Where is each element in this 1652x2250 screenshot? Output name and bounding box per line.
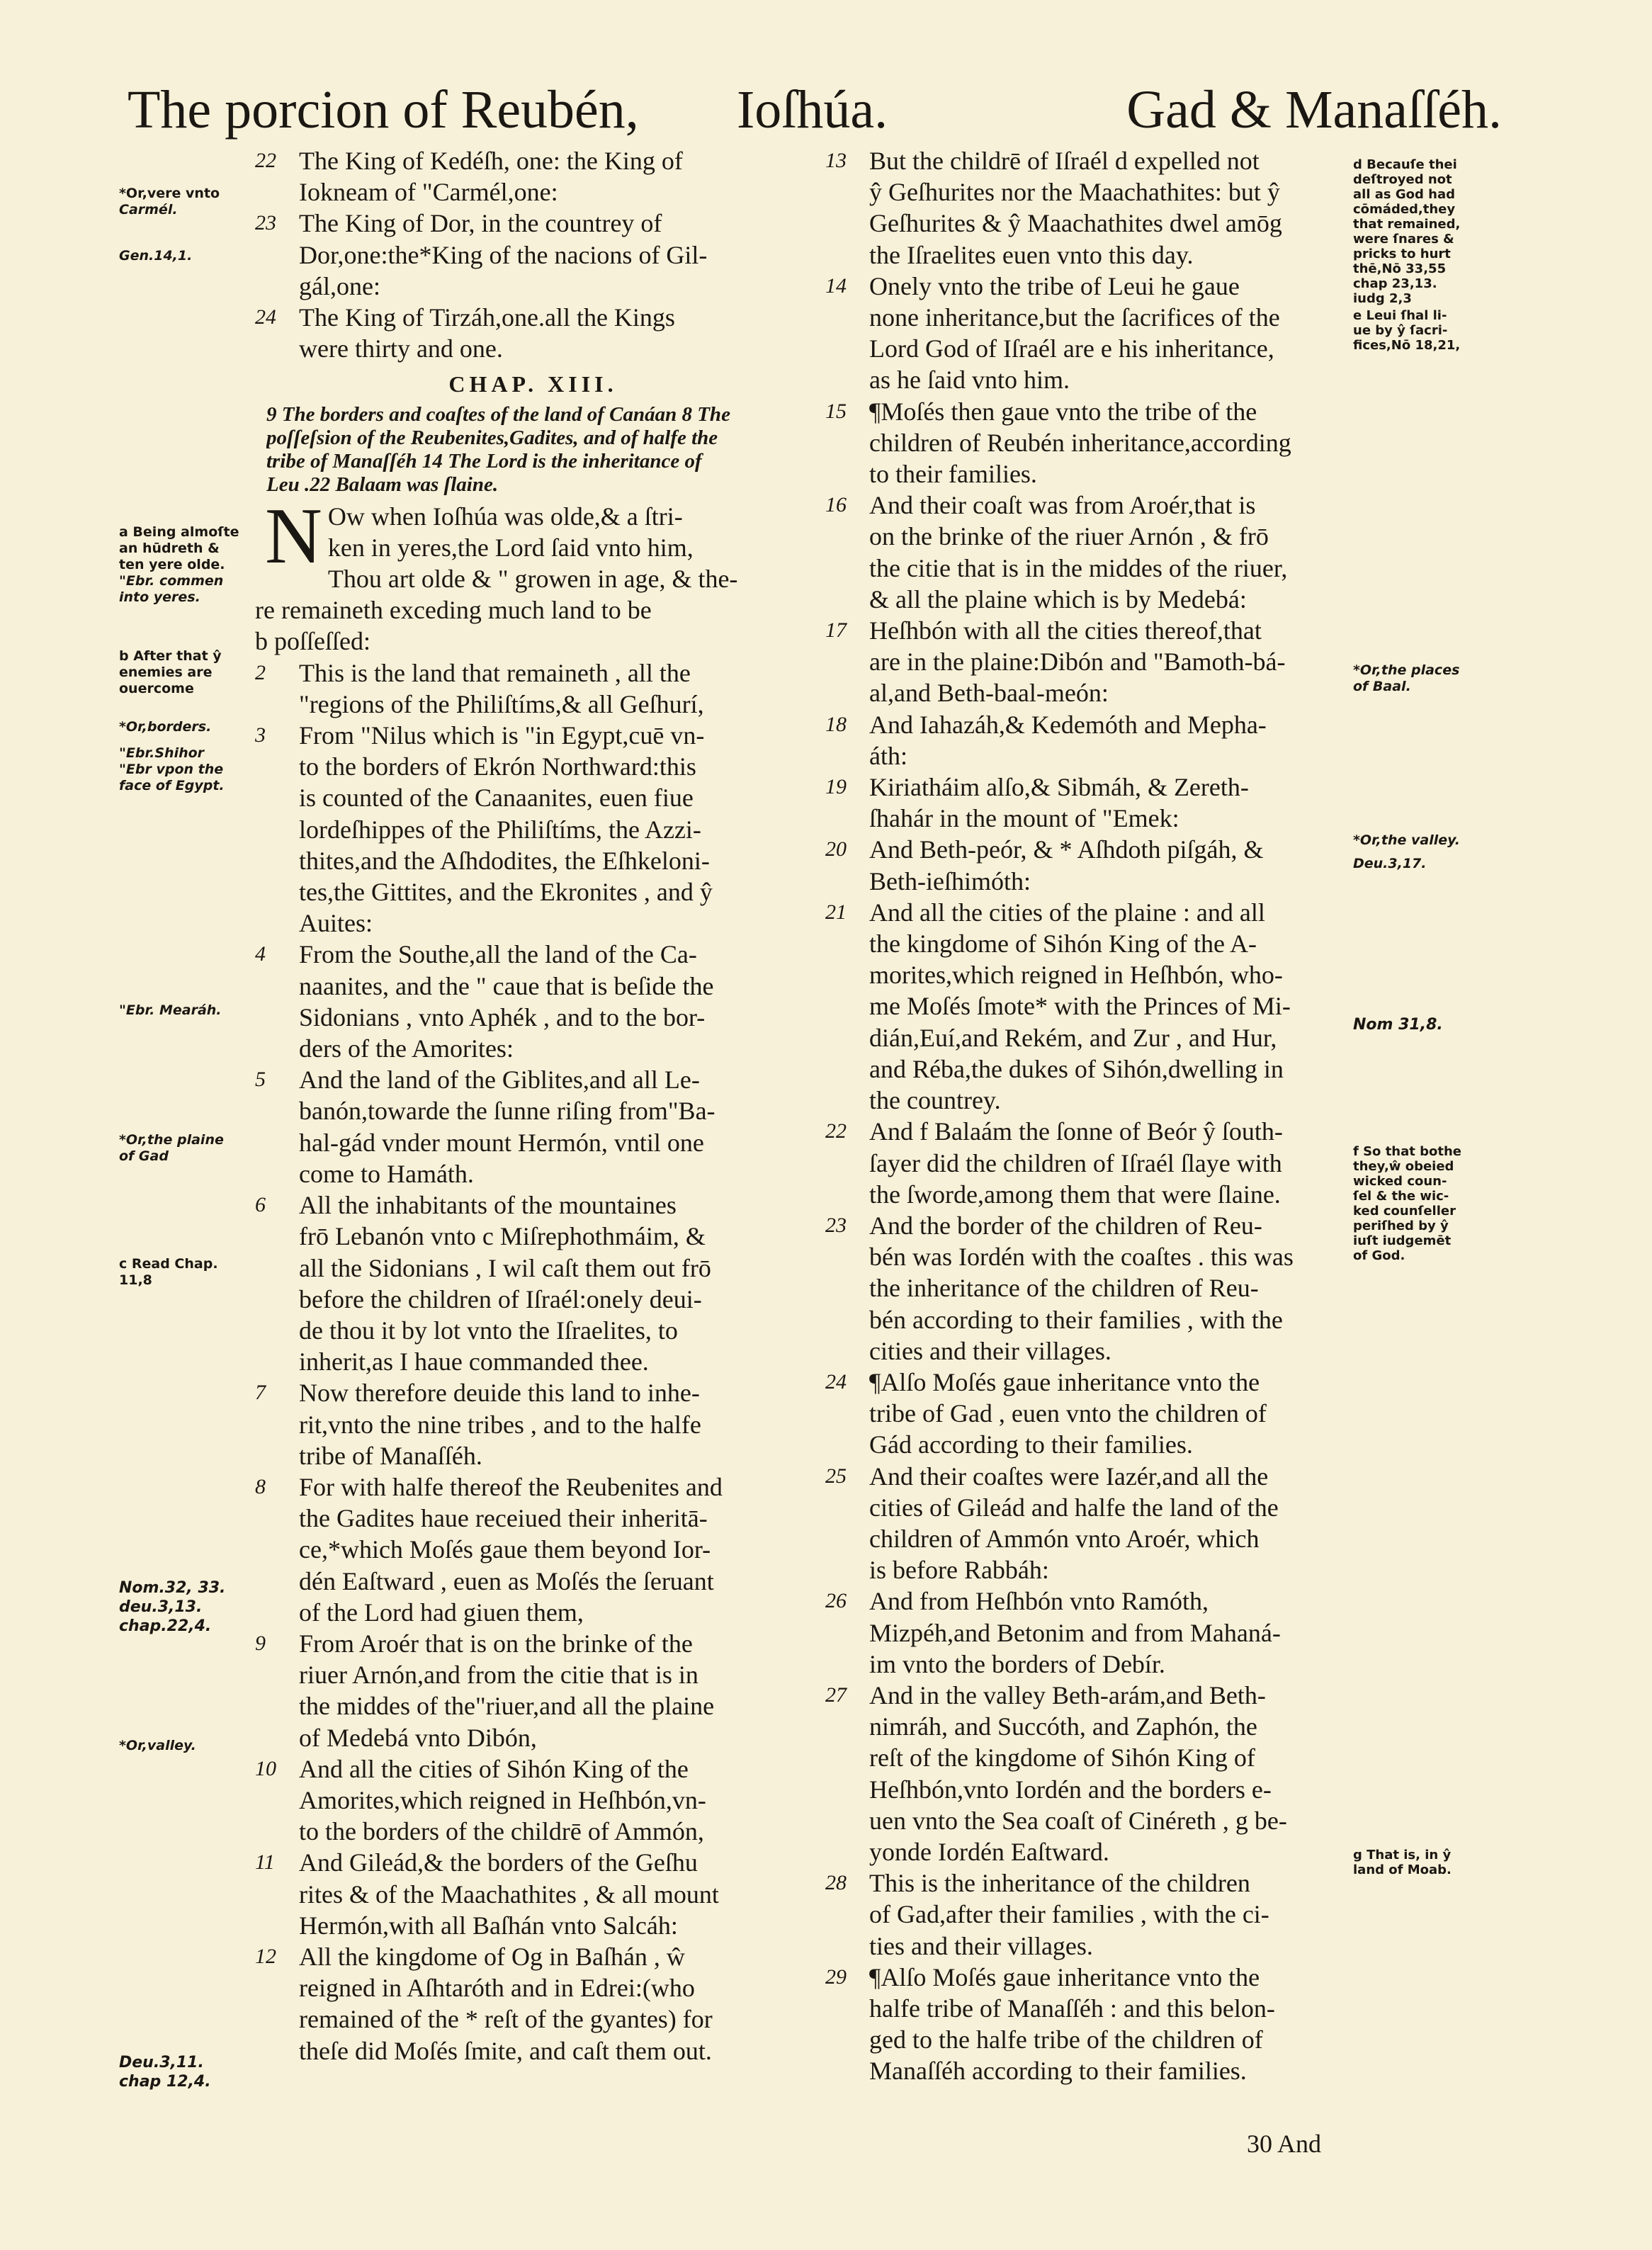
verse (255, 1471, 811, 1628)
verse-line: is counted of the Canaanites, euen fiue (299, 784, 694, 813)
verse-number: 16 (825, 493, 847, 517)
verse-line: children of Ammón vnto Aroér, which (869, 1524, 1260, 1553)
verse-line: And Beth-peór, & * Aſhdoth piſgáh, & (869, 835, 1264, 864)
verse-line: But the childrē of Iſraél d expelled not (869, 147, 1260, 175)
verse (825, 771, 1371, 834)
verse-line: theſe did Moſés ſmite, and caſt them out. (299, 2036, 712, 2065)
verse (255, 1064, 811, 1189)
verse-line: cities and their villages. (869, 1336, 1111, 1365)
verse (825, 490, 1371, 615)
verse (825, 897, 1371, 1116)
verse-line: were thirty and one. (299, 334, 503, 363)
verse (825, 615, 1371, 709)
margin-note-left: Gen.14,1. (119, 248, 193, 264)
margin-note-left: Deu.3,11. chap 12,4. (119, 2054, 211, 2091)
verse-line: children of Reubén inheritance,according (869, 428, 1291, 457)
verse-line: cities of Gileád and halfe the land of the (869, 1493, 1279, 1522)
verse-number: 25 (825, 1464, 847, 1488)
verse-line: ged to the halfe tribe of the children of (869, 2025, 1263, 2054)
verse-group (255, 657, 811, 2067)
verse-line: Onely vnto the tribe of Leui he gaue (869, 271, 1240, 300)
verse-line: And f Balaám the ſonne of Beór ŷ ſouth- (869, 1117, 1283, 1146)
verse (255, 302, 811, 364)
verse (825, 1116, 1371, 1210)
verse-line: dián,Euí,and Rekém, and Zur , and Hur, (869, 1023, 1277, 1052)
verse-line: uen vnto the Sea coaſt of Cinéreth , g be- (869, 1806, 1287, 1835)
verse (255, 145, 811, 208)
margin-note-right: g That is, in ŷ land of Moab. (1353, 1848, 1452, 1877)
verse-number: 22 (825, 1119, 847, 1143)
verse-line: hal-gád vnder mount Hermón, vntil one (299, 1128, 704, 1157)
verse-line: morites,which reigned in Heſhbón, who- (869, 961, 1283, 990)
verse-line: Now therefore deuide this land to inhe- (299, 1379, 700, 1408)
verse-line: al,and Beth-baal-meón: (869, 679, 1109, 708)
verse-line: bén according to their families , with the (869, 1305, 1283, 1334)
verse-line: frō Lebanón vnto c Miſrephothmáim, & (299, 1222, 706, 1251)
verse-number: 29 (825, 1964, 847, 1989)
verse-number: 24 (825, 1369, 847, 1393)
verse-line: Dor,one:the*King of the nacions of Gil- (299, 240, 708, 269)
verse-number: 19 (825, 775, 847, 799)
margin-note-right: d Becauſe thei deſtroyed not all as God had cōmáded,they that remained, were ſnares & pricks to hurt thē,Nō 33,55 chap 23,13. iudg 2,3 (1353, 157, 1461, 306)
verse-number: 10 (255, 1756, 276, 1780)
verse-line: Sidonians , vnto Aphék , and to the bor- (299, 1002, 706, 1031)
verse-line: ¶Alſo Moſés gaue inheritance vnto the (869, 1367, 1260, 1396)
verse-line: remained of the * reſt of the gyantes) for (299, 2005, 713, 2034)
verse (255, 657, 811, 720)
verse-line: This is the inheritance of the children (869, 1869, 1250, 1898)
verse-line: the citie that is in the middes of the riuer, (869, 553, 1288, 582)
verse-line: rites & of the Maachathites , & all mount (299, 1879, 719, 1909)
verse (825, 834, 1371, 896)
verse-line: riuer Arnón,and from the citie that is in (299, 1661, 698, 1690)
verse-line: Heſhbón,vnto Iordén and the borders e- (869, 1775, 1272, 1804)
verse-line: Geſhurites & ŷ Maachathites dwel amōg (869, 209, 1282, 238)
drop-capital: N (265, 492, 322, 580)
chapter-summary: 9 The borders and coaſtes of the land of Canáan 8 The poſſeſsion of the Reubenites,Gadites, and of halfe the tribe of Manaſſéh 14 The Lord is the inheritance of Leu .22 Balaam was ſlaine. (266, 402, 730, 496)
header-book-title: Ioſhúa. (737, 80, 888, 140)
verse-number: 3 (255, 723, 266, 747)
margin-note-left: Nom.32, 33. deu.3,13. chap.22,4. (119, 1579, 226, 1635)
verse-line: Heſhbón with all the cities thereof,that (869, 616, 1262, 645)
verse (825, 1867, 1371, 1962)
left-text-column (255, 145, 811, 2067)
verse-line: And from Heſhbón vnto Ramóth, (869, 1587, 1209, 1616)
verse-line: And all the cities of Sihón King of the (299, 1754, 689, 1783)
verse-line: Auites: (299, 909, 373, 938)
verse-number: 17 (825, 618, 847, 643)
verse-line: From the Southe,all the land of the Ca- (299, 940, 697, 969)
verse (825, 1461, 1371, 1586)
verse (255, 208, 811, 302)
chapter-heading: CHAP. XIII. (448, 371, 618, 397)
verse (255, 1189, 811, 1377)
verse-line: of the Lord had giuen them, (299, 1598, 584, 1627)
verse (255, 1847, 811, 1941)
verse-line: inherit,as I haue commanded thee. (299, 1347, 649, 1376)
verse-line: tribe of Manaſſéh. (299, 1441, 482, 1470)
verse-line: This is the land that remaineth , all the (299, 658, 691, 687)
verse (825, 145, 1371, 271)
verse-line: ¶Alſo Moſés gaue inheritance vnto the (869, 1962, 1260, 1991)
verse-line: halfe tribe of Manaſſéh : and this belon- (869, 1994, 1275, 2023)
verse-line: on the brinke of the riuer Arnón , & frō (869, 522, 1269, 551)
verse-number: 13 (825, 149, 847, 172)
margin-note-right: f So that bothe they,ŵ obeied wicked coun- ſel & the wic- ked counſeller periſhed by ŷ iuſt iudgemēt of God. (1353, 1144, 1462, 1263)
margin-note-left: *Or,valley. (119, 1738, 196, 1753)
verse-line: And in the valley Beth-arám,and Beth- (869, 1680, 1266, 1709)
verse-line: And the border of the children of Reu- (869, 1211, 1262, 1240)
verse-line: im vnto the borders of Debír. (869, 1649, 1165, 1678)
verse (255, 1628, 811, 1753)
verse-line: are in the plaine:Dibón and "Bamoth-bá- (869, 648, 1286, 677)
verse-number: 9 (255, 1631, 266, 1655)
verse-line: reſt of the kingdome of Sihón King of (869, 1743, 1255, 1773)
verse-number: 4 (255, 942, 266, 966)
verse-line: Beth-ieſhimóth: (869, 866, 1031, 895)
verse-line: Manaſſéh according to their families. (869, 2057, 1247, 2086)
verse (825, 1962, 1371, 2087)
verse-line: For with halfe thereof the Reubenites and (299, 1472, 723, 1501)
right-text-column (825, 145, 1371, 2087)
verse-line: de thou it by lot vnto the Iſraelites, to (299, 1316, 678, 1345)
verse-line: tes,the Gittites, and the Ekronites , and ŷ (299, 878, 713, 907)
verse-line: the inheritance of the children of Reu- (869, 1274, 1259, 1303)
verse-line: Gád according to their families. (869, 1430, 1193, 1459)
verse-number: 7 (255, 1381, 266, 1405)
verse (255, 720, 811, 939)
verse-line: ders of the Amorites: (299, 1034, 514, 1063)
verse-line: to their families. (869, 460, 1037, 489)
verse (825, 1210, 1371, 1367)
verse-number: 6 (255, 1193, 266, 1217)
verse-line: And Gileád,& the borders of the Geſhu (299, 1848, 698, 1877)
verse-line: Hermón,with all Baſhán vnto Salcáh: (299, 1911, 678, 1940)
verse-number: 5 (255, 1068, 266, 1092)
margin-note-left: *Or,vere vnto Carmél. (119, 186, 220, 217)
margin-note-left: c Read Chap. 11,8 (119, 1256, 218, 1288)
verse-line: Amorites,which reigned in Heſhbón,vn- (299, 1785, 706, 1814)
verse-line: The King of Tirzáh,one.all the Kings (299, 303, 675, 332)
verse (825, 1367, 1371, 1461)
verse-line: From Aroér that is on the brinke of the (299, 1629, 693, 1658)
verse-line: Kiriatháim alſo,& Sibmáh, & Zereth- (869, 773, 1249, 802)
verse-line: me Moſés ſmote* with the Princes of Mi- (869, 992, 1291, 1021)
verse-line: "regions of the Philiſtíms,& all Geſhurí, (299, 689, 704, 718)
verse-line: yonde Iordén Eaſtward. (869, 1837, 1109, 1866)
verse-number: 24 (255, 305, 276, 329)
verse-line: ſhahár in the mount of "Emek: (869, 804, 1179, 833)
verse (255, 939, 811, 1064)
verse-line: Iokneam of "Carmél,one: (299, 178, 558, 207)
verse-number: 23 (825, 1213, 847, 1237)
verse (825, 1585, 1371, 1680)
verse-number: 18 (825, 712, 847, 736)
verse (825, 396, 1371, 490)
verse-line: Mizpéh,and Betonim and from Mahaná- (869, 1618, 1281, 1647)
verse-line: ce,*which Moſés gaue them beyond Ior- (299, 1535, 711, 1564)
verse-line: the kingdome of Sihón King of the A- (869, 929, 1257, 959)
verse-line: rit,vnto the nine tribes , and to the halfe (299, 1410, 701, 1439)
verse-line: the countrey. (869, 1086, 1001, 1115)
verse-group (255, 145, 811, 364)
verse-line: to the borders of Ekrón Northward:this (299, 752, 696, 781)
verse-line: reigned in Aſhtaróth and in Edrei:(who (299, 1974, 695, 2003)
verse-line: all the Sidonians , I wil caſt them out frō (299, 1253, 711, 1282)
verse-line: The King of Dor, in the countrey of (299, 209, 662, 238)
verse-line: to the borders of the childrē of Ammón, (299, 1817, 704, 1846)
verse (825, 1680, 1371, 1867)
verse (255, 1377, 811, 1471)
verse-line: ŷ Geſhurites nor the Maachathites: but ŷ (869, 178, 1280, 207)
verse-line: And their coaſtes were Iazér,and all the (869, 1462, 1269, 1491)
header-right-title: Gad & Manaſſéh. (1126, 80, 1502, 140)
margin-note-right: *Or,the valley. (1353, 832, 1460, 848)
verse-line: gál,one: (299, 271, 380, 300)
verse (825, 271, 1371, 396)
verse-line: before the children of Iſraél:onely deui- (299, 1284, 702, 1313)
verse-line: tribe of Gad , euen vnto the children of (869, 1399, 1267, 1428)
margin-note-left: a Being almoſte an hūdreth & ten yere olde. "Ebr. commen into yeres. (119, 524, 239, 605)
verse-line: the Gadites haue receiued their inheritā- (299, 1504, 708, 1533)
verse-line: áth: (869, 741, 907, 770)
verse-line: All the inhabitants of the mountaines (299, 1191, 677, 1220)
verse-line: and Réba,the dukes of Sihón,dwelling in (869, 1054, 1284, 1083)
verse-line: the ſworde,among them that were ſlaine. (869, 1180, 1281, 1209)
verse-number: 23 (255, 211, 276, 235)
verse-number: 28 (825, 1871, 847, 1895)
verse-number: 12 (255, 1944, 276, 1968)
verse-line: From "Nilus which is "in Egypt,cuē vn- (299, 721, 705, 750)
margin-note-left: "Ebr. Mearáh. (119, 1002, 222, 1018)
verse-number: 21 (825, 900, 847, 924)
margin-note-left: "Ebr.Shihor "Ebr vpon the face of Egypt. (119, 745, 225, 793)
margin-note-left: *Or,the plaine of Gad (119, 1132, 224, 1164)
verse-line: Lord God of Iſraél are e his inheritance, (869, 334, 1274, 363)
verse-line: ties and their villages. (869, 1931, 1093, 1960)
verse-number: 26 (825, 1589, 847, 1613)
verse-line: naanites, and the " caue that is beſide the (299, 971, 714, 1000)
verse-line: is before Rabbáh: (869, 1556, 1049, 1585)
margin-note-left: b After that ŷ enemies are ouercome (119, 648, 222, 696)
verse-number: 14 (825, 273, 847, 298)
verse-number: 22 (255, 149, 276, 172)
verse-line: lordeſhippes of the Philiſtíms, the Azzi- (299, 815, 701, 844)
verse-number: 27 (825, 1683, 847, 1707)
verse-number: 8 (255, 1474, 266, 1498)
verse-line: And all the cities of the plaine : and all (869, 898, 1265, 927)
verse-line: And Iahazáh,& Kedemóth and Mepha- (869, 710, 1267, 739)
margin-note-right: e Leui ſhal li- ue by ŷ ſacri- fices,Nō 18,21, (1353, 308, 1461, 353)
margin-note-right: *Or,the places of Baal. (1353, 662, 1460, 694)
verse-line: bén was Iordén with the coaſtes . this was (869, 1243, 1294, 1272)
verse-line: as he ſaid vnto him. (869, 366, 1070, 395)
margin-note-right: Nom 31,8. (1353, 1016, 1443, 1034)
verse-number: 11 (255, 1850, 275, 1875)
verse-line: All the kingdome of Og in Baſhán , ŵ (299, 1942, 685, 1971)
verse-line: ſayer did the children of Iſraél ſlaye with (869, 1148, 1282, 1177)
verse (255, 1941, 811, 2067)
verse-line: of Gad,after their families , with the ci- (869, 1900, 1269, 1929)
verse-line: none inheritance,but the ſacrifices of the (869, 303, 1280, 332)
verse-line: The King of Kedéſh, one: the King of (299, 147, 683, 175)
verse-line: banón,towarde the ſunne riſing from"Ba- (299, 1097, 715, 1126)
verse (255, 1753, 811, 1848)
header-left-title: The porcion of Reubén, (128, 80, 639, 140)
verse-line: And the land of the Giblites,and all Le- (299, 1065, 700, 1095)
verse-line: And their coaſt was from Aroér,that is (869, 491, 1256, 520)
verse-line: ¶Moſés then gaue vnto the tribe of the (869, 397, 1257, 426)
margin-note-left: *Or,borders. (119, 719, 212, 735)
margin-note-right: Deu.3,17. (1353, 856, 1427, 871)
verse-group (825, 145, 1371, 2087)
verse-line: dén Eaſtward , euen as Moſés the ſeruant (299, 1566, 714, 1595)
verse-number: 2 (255, 660, 266, 684)
verse-line: thites,and the Aſhdodites, the Eſhkeloni- (299, 846, 710, 875)
catchword: 30 And (1247, 2130, 1322, 2158)
verse-line: the middes of the"riuer,and all the plaine (299, 1692, 715, 1721)
verse-line: & all the plaine which is by Medebá: (869, 584, 1247, 614)
verse-number: 15 (825, 399, 847, 423)
verse-line: come to Hamáth. (299, 1159, 474, 1188)
running-header (128, 78, 1502, 142)
verse-line: of Medebá vnto Dibón, (299, 1723, 537, 1752)
verse-number: 20 (825, 837, 847, 861)
verse-line: nimráh, and Succóth, and Zaphón, the (869, 1712, 1257, 1741)
verse (825, 709, 1371, 771)
chapter-opening-paragraph: N Ow when Ioſhúa was olde,& a ſtri- ken in yeres,the Lord ſaid vnto him, Thou art olde & " growen in age, & the- re remaineth exceding much land to be b poſſeſſed: (255, 492, 738, 656)
verse-line: the Iſraelites euen vnto this day. (869, 240, 1194, 269)
